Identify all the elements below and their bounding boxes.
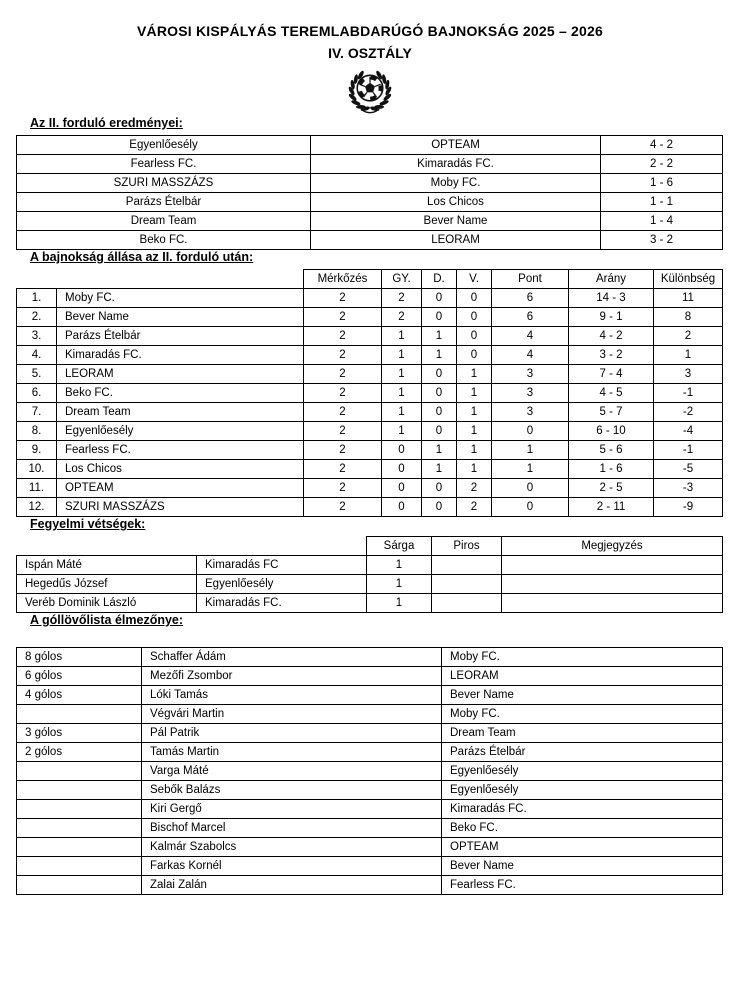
team-cell: Los Chicos [57, 460, 304, 479]
draws-cell: 1 [422, 460, 457, 479]
played-cell: 2 [304, 479, 382, 498]
goal-diff-cell: -9 [654, 498, 723, 517]
losses-cell: 0 [457, 308, 492, 327]
team-cell: Kimaradás FC [197, 556, 367, 575]
scorer-row [17, 819, 723, 838]
team-cell: Kimaradás FC. [197, 594, 367, 613]
points-cell: 3 [492, 384, 569, 403]
red-cards-cell [432, 575, 502, 594]
draws-cell: 0 [422, 422, 457, 441]
played-cell: 2 [304, 498, 382, 517]
discipline-row [17, 575, 723, 594]
team-cell: Beko FC. [442, 819, 723, 838]
scorers-table-body [17, 648, 723, 895]
standings-header-row [17, 270, 723, 289]
scorer-row [17, 857, 723, 876]
rank-cell: 3. [17, 327, 57, 346]
points-cell: 4 [492, 346, 569, 365]
losses-cell: 1 [457, 365, 492, 384]
losses-cell: 1 [457, 441, 492, 460]
score-cell: 1 - 4 [601, 212, 723, 231]
losses-cell: 1 [457, 384, 492, 403]
losses-cell: 0 [457, 327, 492, 346]
draws-cell: 0 [422, 498, 457, 517]
goal-count-cell [17, 781, 142, 800]
goal-diff-cell: -4 [654, 422, 723, 441]
team-cell: Moby FC. [442, 705, 723, 724]
player-cell: Hegedűs József [17, 575, 197, 594]
col-header-played: Mérkőzés [304, 270, 382, 289]
team-header-empty [57, 270, 304, 289]
team-cell: Egyenlőesély [197, 575, 367, 594]
wins-cell: 2 [382, 289, 422, 308]
goal-ratio-cell: 4 - 5 [569, 384, 654, 403]
player-header-empty [17, 537, 197, 556]
rank-cell: 5. [17, 365, 57, 384]
scorers-table [16, 647, 723, 895]
player-cell: Kiri Gergő [142, 800, 442, 819]
discipline-table-body [17, 556, 723, 613]
away-team-cell: Bever Name [311, 212, 601, 231]
player-cell: Varga Máté [142, 762, 442, 781]
goal-ratio-cell: 1 - 6 [569, 460, 654, 479]
discipline-header-row [17, 537, 723, 556]
result-row [17, 193, 723, 212]
goal-count-cell [17, 838, 142, 857]
goal-diff-cell: -1 [654, 441, 723, 460]
standings-row [17, 384, 723, 403]
points-cell: 1 [492, 460, 569, 479]
goal-ratio-cell: 6 - 10 [569, 422, 654, 441]
team-cell: LEORAM [57, 365, 304, 384]
losses-cell: 2 [457, 498, 492, 517]
away-team-cell: Los Chicos [311, 193, 601, 212]
scorer-row [17, 762, 723, 781]
rank-cell: 6. [17, 384, 57, 403]
losses-cell: 0 [457, 289, 492, 308]
rank-cell: 1. [17, 289, 57, 308]
team-cell: Moby FC. [442, 648, 723, 667]
scorer-row [17, 724, 723, 743]
points-cell: 0 [492, 422, 569, 441]
results-table [16, 135, 723, 250]
col-header-goal-ratio: Arány [569, 270, 654, 289]
wins-cell: 1 [382, 422, 422, 441]
home-team-cell: Beko FC. [17, 231, 311, 250]
goal-ratio-cell: 9 - 1 [569, 308, 654, 327]
rank-cell: 12. [17, 498, 57, 517]
goal-count-cell: 3 gólos [17, 724, 142, 743]
team-cell: Parázs Ételbár [57, 327, 304, 346]
note-cell [502, 575, 723, 594]
team-cell: Fearless FC. [57, 441, 304, 460]
col-header-yellow: Sárga [367, 537, 432, 556]
player-cell: Mezőfi Zsombor [142, 667, 442, 686]
goal-count-cell: 2 gólos [17, 743, 142, 762]
goal-ratio-cell: 4 - 2 [569, 327, 654, 346]
played-cell: 2 [304, 384, 382, 403]
rank-header-empty [17, 270, 57, 289]
wins-cell: 1 [382, 365, 422, 384]
team-cell: Moby FC. [57, 289, 304, 308]
page-title: VÁROSI KISPÁLYÁS TEREMLABDARÚGÓ BAJNOKSÁG 2025 – 2026 [137, 23, 603, 39]
away-team-cell: LEORAM [311, 231, 601, 250]
goal-count-cell [17, 857, 142, 876]
note-cell [502, 594, 723, 613]
team-cell: Bever Name [57, 308, 304, 327]
draws-cell: 0 [422, 384, 457, 403]
losses-cell: 1 [457, 422, 492, 441]
team-cell: LEORAM [442, 667, 723, 686]
standings-row [17, 460, 723, 479]
player-cell: Végvári Martin [142, 705, 442, 724]
home-team-cell: Parázs Ételbár [17, 193, 311, 212]
wins-cell: 0 [382, 479, 422, 498]
team-cell: Kimaradás FC. [442, 800, 723, 819]
player-cell: Veréb Dominik László [17, 594, 197, 613]
standings-row [17, 479, 723, 498]
home-team-cell: Fearless FC. [17, 155, 311, 174]
goal-ratio-cell: 14 - 3 [569, 289, 654, 308]
away-team-cell: Moby FC. [311, 174, 601, 193]
goal-diff-cell: -1 [654, 384, 723, 403]
draws-cell: 1 [422, 441, 457, 460]
goal-ratio-cell: 3 - 2 [569, 346, 654, 365]
scorer-row [17, 667, 723, 686]
result-row [17, 174, 723, 193]
score-cell: 2 - 2 [601, 155, 723, 174]
player-cell: Ispán Máté [17, 556, 197, 575]
goal-diff-cell: 8 [654, 308, 723, 327]
team-cell: Bever Name [442, 857, 723, 876]
goal-diff-cell: -3 [654, 479, 723, 498]
goal-diff-cell: 1 [654, 346, 723, 365]
player-cell: Tamás Martin [142, 743, 442, 762]
points-cell: 3 [492, 403, 569, 422]
result-row [17, 212, 723, 231]
losses-cell: 1 [457, 403, 492, 422]
soccer-ball-laurel-icon [341, 64, 399, 116]
col-header-losses: V. [457, 270, 492, 289]
draws-cell: 0 [422, 479, 457, 498]
rank-cell: 10. [17, 460, 57, 479]
discipline-row [17, 556, 723, 575]
player-cell: Zalai Zalán [142, 876, 442, 895]
wins-cell: 1 [382, 327, 422, 346]
scorer-row [17, 686, 723, 705]
team-cell: Kimaradás FC. [57, 346, 304, 365]
standings-row [17, 422, 723, 441]
discipline-table [16, 536, 723, 613]
wins-cell: 0 [382, 441, 422, 460]
points-cell: 6 [492, 289, 569, 308]
points-cell: 3 [492, 365, 569, 384]
scorer-row [17, 743, 723, 762]
team-cell: OPTEAM [442, 838, 723, 857]
goal-count-cell [17, 705, 142, 724]
standings-row [17, 327, 723, 346]
results-heading: Az II. forduló eredményei: [30, 116, 183, 130]
draws-cell: 0 [422, 308, 457, 327]
player-cell: Sebők Balázs [142, 781, 442, 800]
draws-cell: 0 [422, 289, 457, 308]
points-cell: 0 [492, 479, 569, 498]
goal-count-cell [17, 876, 142, 895]
played-cell: 2 [304, 441, 382, 460]
team-cell: Egyenlőesély [442, 781, 723, 800]
goal-count-cell: 4 gólos [17, 686, 142, 705]
wins-cell: 1 [382, 346, 422, 365]
rank-cell: 8. [17, 422, 57, 441]
score-cell: 1 - 1 [601, 193, 723, 212]
scorer-row [17, 648, 723, 667]
draws-cell: 1 [422, 346, 457, 365]
discipline-row [17, 594, 723, 613]
goal-count-cell: 8 gólos [17, 648, 142, 667]
draws-cell: 0 [422, 365, 457, 384]
draws-cell: 1 [422, 327, 457, 346]
played-cell: 2 [304, 422, 382, 441]
score-cell: 1 - 6 [601, 174, 723, 193]
col-header-wins: GY. [382, 270, 422, 289]
results-table-body [17, 136, 723, 250]
yellow-cards-cell: 1 [367, 594, 432, 613]
goal-ratio-cell: 2 - 5 [569, 479, 654, 498]
standings-row [17, 403, 723, 422]
goal-diff-cell: -5 [654, 460, 723, 479]
yellow-cards-cell: 1 [367, 575, 432, 594]
scorers-heading: A góllövőlista élmezőnye: [30, 613, 184, 627]
home-team-cell: SZURI MASSZÁZS [17, 174, 311, 193]
col-header-goal-diff: Különbség [654, 270, 723, 289]
result-row [17, 155, 723, 174]
team-cell: Beko FC. [57, 384, 304, 403]
red-cards-cell [432, 556, 502, 575]
goal-ratio-cell: 2 - 11 [569, 498, 654, 517]
team-cell: Dream Team [57, 403, 304, 422]
player-cell: Farkas Kornél [142, 857, 442, 876]
standings-row [17, 346, 723, 365]
home-team-cell: Egyenlőesély [17, 136, 311, 155]
goal-ratio-cell: 5 - 7 [569, 403, 654, 422]
rank-cell: 7. [17, 403, 57, 422]
note-cell [502, 556, 723, 575]
player-cell: Lóki Tamás [142, 686, 442, 705]
points-cell: 6 [492, 308, 569, 327]
home-team-cell: Dream Team [17, 212, 311, 231]
goal-count-cell [17, 800, 142, 819]
standings-row [17, 289, 723, 308]
rank-cell: 4. [17, 346, 57, 365]
team-cell: OPTEAM [57, 479, 304, 498]
goal-diff-cell: 2 [654, 327, 723, 346]
scorer-row [17, 705, 723, 724]
goal-ratio-cell: 7 - 4 [569, 365, 654, 384]
losses-cell: 0 [457, 346, 492, 365]
team-cell: SZURI MASSZÁZS [57, 498, 304, 517]
points-cell: 1 [492, 441, 569, 460]
standings-row [17, 365, 723, 384]
team-cell: Fearless FC. [442, 876, 723, 895]
wins-cell: 2 [382, 308, 422, 327]
result-row [17, 231, 723, 250]
goal-diff-cell: -2 [654, 403, 723, 422]
standings-row [17, 308, 723, 327]
played-cell: 2 [304, 346, 382, 365]
wins-cell: 1 [382, 403, 422, 422]
scorer-row [17, 781, 723, 800]
goal-count-cell: 6 gólos [17, 667, 142, 686]
rank-cell: 9. [17, 441, 57, 460]
points-cell: 0 [492, 498, 569, 517]
player-cell: Kalmár Szabolcs [142, 838, 442, 857]
points-cell: 4 [492, 327, 569, 346]
col-header-points: Pont [492, 270, 569, 289]
standings-table [16, 269, 723, 517]
score-cell: 4 - 2 [601, 136, 723, 155]
col-header-red: Piros [432, 537, 502, 556]
player-cell: Bischof Marcel [142, 819, 442, 838]
standings-row [17, 498, 723, 517]
team-cell: Parázs Ételbár [442, 743, 723, 762]
col-header-draws: D. [422, 270, 457, 289]
player-cell: Schaffer Ádám [142, 648, 442, 667]
team-cell: Egyenlőesély [57, 422, 304, 441]
played-cell: 2 [304, 460, 382, 479]
goal-count-cell [17, 819, 142, 838]
played-cell: 2 [304, 365, 382, 384]
team-cell: Bever Name [442, 686, 723, 705]
standings-table-body [17, 289, 723, 517]
away-team-cell: Kimaradás FC. [311, 155, 601, 174]
scorer-row [17, 800, 723, 819]
played-cell: 2 [304, 289, 382, 308]
standings-heading: A bajnokság állása az II. forduló után: [30, 250, 254, 264]
player-cell: Pál Patrik [142, 724, 442, 743]
rank-cell: 2. [17, 308, 57, 327]
team-cell: Egyenlőesély [442, 762, 723, 781]
wins-cell: 0 [382, 460, 422, 479]
rank-cell: 11. [17, 479, 57, 498]
goal-count-cell [17, 762, 142, 781]
scorer-row [17, 838, 723, 857]
played-cell: 2 [304, 308, 382, 327]
score-cell: 3 - 2 [601, 231, 723, 250]
page-subtitle: IV. OSZTÁLY [328, 45, 412, 61]
result-row [17, 136, 723, 155]
scorer-row [17, 876, 723, 895]
red-cards-cell [432, 594, 502, 613]
losses-cell: 2 [457, 479, 492, 498]
goal-diff-cell: 11 [654, 289, 723, 308]
goal-diff-cell: 3 [654, 365, 723, 384]
yellow-cards-cell: 1 [367, 556, 432, 575]
away-team-cell: OPTEAM [311, 136, 601, 155]
draws-cell: 0 [422, 403, 457, 422]
losses-cell: 1 [457, 460, 492, 479]
goal-ratio-cell: 5 - 6 [569, 441, 654, 460]
played-cell: 2 [304, 403, 382, 422]
standings-row [17, 441, 723, 460]
team-cell: Dream Team [442, 724, 723, 743]
col-header-note: Megjegyzés [502, 537, 723, 556]
wins-cell: 0 [382, 498, 422, 517]
team-header-empty [197, 537, 367, 556]
wins-cell: 1 [382, 384, 422, 403]
played-cell: 2 [304, 327, 382, 346]
discipline-heading: Fegyelmi vétségek: [30, 517, 146, 531]
